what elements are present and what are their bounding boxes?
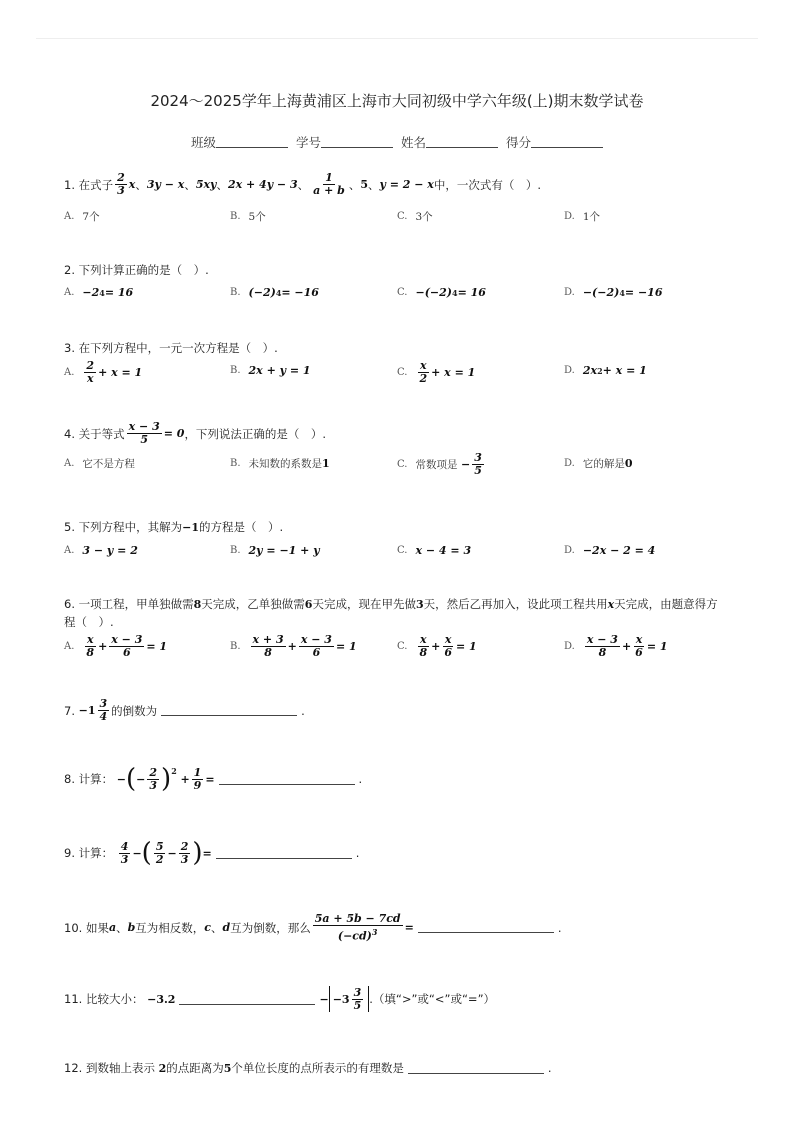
q3-option-c[interactable]: C. $\frac{x}{2}$ + x = 1 bbox=[397, 359, 476, 385]
question-5: 5. 下列方程中，其解为−1的方程是（ ）. bbox=[64, 520, 284, 534]
id-label: 学号 bbox=[295, 135, 321, 150]
question-6-line-2: 程（ ）. bbox=[64, 615, 114, 629]
q1-frac-1-ab: $\frac{1}{a + b}$ bbox=[313, 171, 345, 197]
question-10: 10. 如果 a 、 b 互为相反数， c 、 d 互为倒数，那么 $\frac{5a + 5b - 7cd}{(-cd)^3}$ = . bbox=[64, 912, 562, 943]
name-blank[interactable] bbox=[426, 137, 498, 148]
exam-title: 2024～2025学年上海黄浦区上海市大同初级中学六年级(上)期末数学试卷 bbox=[150, 92, 644, 110]
name-label: 姓名 bbox=[400, 135, 426, 150]
question-3: 3. 在下列方程中，一元一次方程是（ ）. bbox=[64, 341, 278, 355]
q3-option-b[interactable]: B. 2x + y = 1 bbox=[230, 364, 311, 377]
q6-option-c[interactable]: C. $\frac{x}{8}$ + $\frac{x}{6}$ = 1 bbox=[397, 633, 477, 659]
q1-option-d[interactable]: D. 1个 bbox=[564, 211, 601, 223]
q6-option-d[interactable]: D. $\frac{x - 3}{8}$ + $\frac{x}{6}$ = 1 bbox=[564, 633, 668, 659]
q11-answer-blank[interactable] bbox=[179, 994, 315, 1005]
q4-option-b[interactable]: B. 未知数的系数是 1 bbox=[230, 457, 330, 470]
q4-option-c[interactable]: C. 常数项是 − $\frac{3}{5}$ bbox=[397, 451, 482, 477]
question-9: 9. 计算： $\frac{4}{3}$ − ( $\frac{5}{2}$ − $\frac{2}{3}$ ) = . bbox=[64, 838, 360, 868]
id-blank[interactable] bbox=[321, 137, 393, 148]
question-11: 11. 比较大小： −3.2 − −3 $\frac{3}{5}$ .（填“>”或“<”或“=”） bbox=[64, 985, 496, 1012]
question-12: 12. 到数轴上表示 2 的点距离为 5 个单位长度的点所表示的有理数是 . bbox=[64, 1061, 552, 1075]
q5-option-a[interactable]: A. 3 − y = 2 bbox=[64, 544, 138, 557]
question-1: 1. 在式子 $\frac{2}{3}$ x 、 3y − x 、 5xy 、 2x + 4y − 3 、 $\frac{1}{a + b}$ 、 5 、 y = 2 − x 中，一次式有（ ）. bbox=[64, 171, 541, 197]
q11-absolute-value: −3 $\frac{3}{5}$ bbox=[329, 986, 370, 1012]
q8-answer-blank[interactable] bbox=[219, 774, 355, 785]
question-8: 8. 计算： − ( − $\frac{2}{3}$ ) $^2$ + $\frac{1}{9}$ = . bbox=[64, 764, 363, 794]
q5-option-d[interactable]: D. −2x − 2 = 4 bbox=[564, 544, 656, 557]
q6-option-a[interactable]: A. $\frac{x}{8}$ + $\frac{x - 3}{6}$ = 1 bbox=[64, 633, 168, 659]
q1-frac-2-3: $\frac{2}{3}$ bbox=[117, 171, 125, 197]
q5-option-b[interactable]: B. 2y = −1 + y bbox=[230, 544, 320, 557]
question-7: 7. −1 $\frac{3}{4}$ 的倒数为 . bbox=[64, 697, 305, 723]
score-blank[interactable] bbox=[531, 137, 603, 148]
q1-options bbox=[64, 209, 734, 239]
header-divider bbox=[36, 38, 758, 39]
class-blank[interactable] bbox=[216, 137, 288, 148]
q2-option-c[interactable]: C. −(−2) 4 = 16 bbox=[397, 286, 486, 299]
q5-option-c[interactable]: C. x − 4 = 3 bbox=[397, 544, 472, 557]
q2-option-b[interactable]: B. (−2) 4 = −16 bbox=[230, 286, 319, 299]
question-2: 2. 下列计算正确的是（ ）. bbox=[64, 263, 209, 277]
q4-option-a[interactable]: A. 它不是方程 bbox=[64, 458, 135, 470]
question-6-line-1: 6. 一项工程，甲单独做需8天完成，乙单独做需6天完成，现在甲先做3天，然后乙再加入，设此项工程共用x天完成，由题意得方 bbox=[64, 597, 718, 611]
q1-option-b[interactable]: B. 5个 bbox=[230, 211, 266, 223]
q2-options bbox=[64, 286, 734, 316]
q2-option-a[interactable]: A. −2 4 = 16 bbox=[64, 286, 134, 299]
q10-answer-blank[interactable] bbox=[418, 922, 554, 933]
q9-answer-blank[interactable] bbox=[216, 848, 352, 859]
question-4: 4. 关于等式 $\frac{x - 3}{5}$ = 0 ，下列说法正确的是（ ）. bbox=[64, 420, 327, 446]
student-info-row bbox=[0, 133, 794, 151]
q6-options bbox=[64, 634, 734, 664]
q6-option-b[interactable]: B. $\frac{x + 3}{8}$ + $\frac{x - 3}{6}$ = 1 bbox=[230, 633, 357, 659]
q3-options bbox=[64, 360, 734, 390]
q12-answer-blank[interactable] bbox=[408, 1063, 544, 1074]
class-label: 班级 bbox=[190, 135, 216, 150]
q4-options bbox=[64, 452, 734, 482]
q5-options bbox=[64, 544, 734, 574]
q4-option-d[interactable]: D. 它的解是 0 bbox=[564, 457, 633, 470]
q7-answer-blank[interactable] bbox=[161, 705, 297, 716]
q1-option-c[interactable]: C. 3个 bbox=[397, 211, 433, 223]
q3-option-d[interactable]: D. 2x 2 + x = 1 bbox=[564, 364, 647, 377]
score-label: 得分 bbox=[505, 135, 531, 150]
q3-option-a[interactable]: A. $\frac{2}{x}$ + x = 1 bbox=[64, 359, 143, 385]
q4-fraction: $\frac{x - 3}{5}$ bbox=[128, 420, 160, 446]
q1-option-a[interactable]: A. 7个 bbox=[64, 211, 100, 223]
q2-option-d[interactable]: D. −(−2) 4 = −16 bbox=[564, 286, 663, 299]
